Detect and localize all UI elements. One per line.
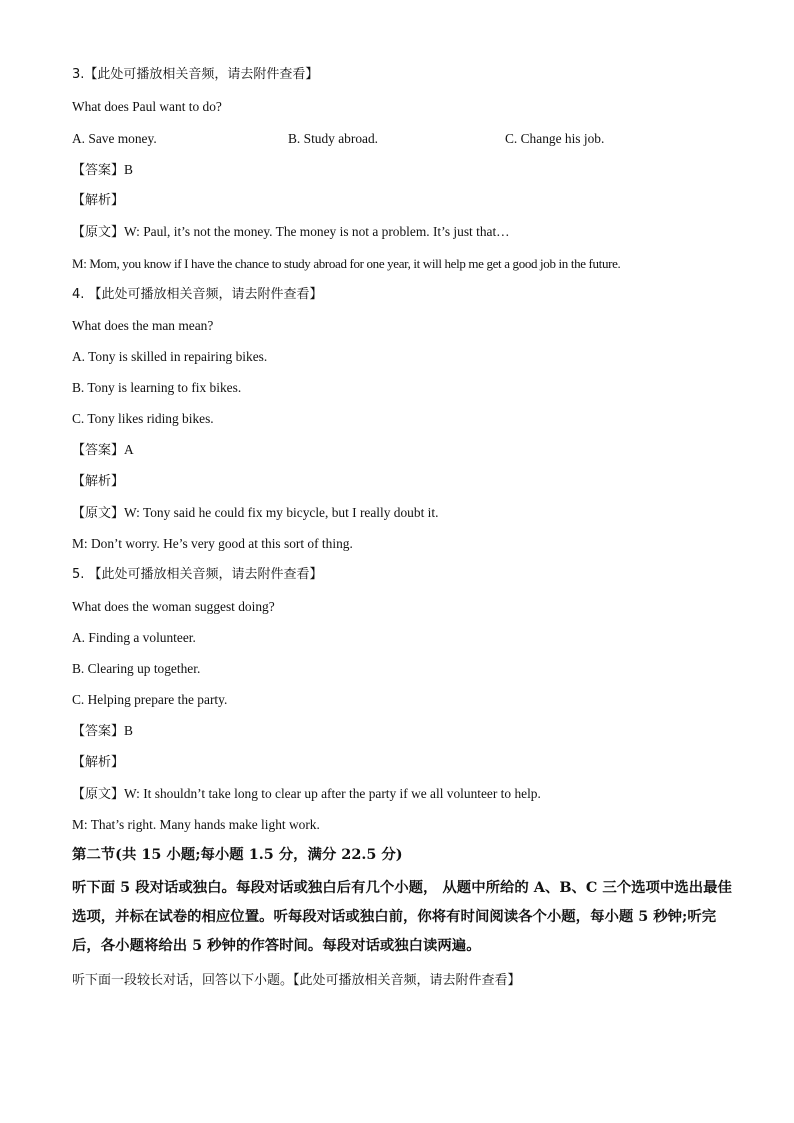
answer-tag: 【答案】: [72, 443, 125, 458]
transcript-text: W: Paul, it’s not the money. The money is not a problem. It’s just that…: [124, 224, 510, 239]
answer-value: B: [124, 723, 133, 738]
q5-option-a: A. Finding a volunteer.: [72, 630, 196, 645]
q3-option-a: A. Save money.: [72, 131, 157, 146]
section2-intro: 听下面一段较长对话，回答以下小题。【此处可播放相关音频，请去附件查看】: [72, 973, 521, 988]
q4-transcript-line2: M: Don’t worry. He’s very good at this sort of thing.: [72, 536, 353, 551]
q4-option-b: B. Tony is learning to fix bikes.: [72, 380, 242, 395]
q3-option-c: C. Change his job.: [505, 131, 605, 146]
answer-value: B: [124, 162, 133, 177]
q3-question: What does Paul want to do?: [72, 99, 222, 114]
q3-option-b: B. Study abroad.: [288, 131, 379, 146]
q4-option-a: A. Tony is skilled in repairing bikes.: [72, 349, 268, 364]
q5-option-b: B. Clearing up together.: [72, 661, 201, 676]
answer-value: A: [124, 442, 134, 457]
section2-title: 第二节(共 15 小题;每小题 1.5 分，满分 22.5 分): [72, 846, 403, 863]
q3-answer: [72, 161, 133, 180]
q5-question: What does the woman suggest doing?: [72, 599, 275, 614]
q4-answer: [72, 441, 134, 460]
section2-instructions: 听下面 5 段对话或独白。每段对话或独白后有几个小题， 从题中所给的 A、B、C 三个选项中选出最佳选项，并标在试卷的相应位置。听每段对话或独白前，你将有时间阅读各个小题，每小题 5 秒钟;听完后，各小题将给出 5 秒钟的作答时间。每段对话或独白读两遍。: [72, 879, 732, 954]
transcript-text: W: It shouldn’t take long to clear up after the party if we all volunteer to help.: [124, 786, 541, 801]
q5-answer: [72, 722, 133, 741]
q3-header: 3.【此处可播放相关音频，请去附件查看】: [72, 67, 319, 82]
q5-option-c: C. Helping prepare the party.: [72, 692, 228, 707]
q3-analysis-tag: 【解析】: [72, 193, 125, 208]
q3-transcript-line1: [72, 223, 510, 242]
transcript-tag: 【原文】: [72, 787, 125, 802]
transcript-tag: 【原文】: [72, 225, 125, 240]
q5-transcript-line1: [72, 785, 541, 804]
q4-question: What does the man mean?: [72, 318, 214, 333]
q4-header: 4. 【此处可播放相关音频，请去附件查看】: [72, 287, 323, 302]
transcript-text: W: Tony said he could fix my bicycle, but I really doubt it.: [124, 505, 439, 520]
answer-tag: 【答案】: [72, 724, 125, 739]
q5-transcript-line2: M: That’s right. Many hands make light work.: [72, 817, 320, 832]
q3-transcript-line2: M: Mom, you know if I have the chance to study abroad for one year, it will help me get a good job in the future.: [72, 256, 621, 271]
answer-tag: 【答案】: [72, 163, 125, 178]
transcript-tag: 【原文】: [72, 506, 125, 521]
q5-header: 5. 【此处可播放相关音频，请去附件查看】: [72, 567, 323, 582]
q5-analysis-tag: 【解析】: [72, 755, 125, 770]
q4-option-c: C. Tony likes riding bikes.: [72, 411, 214, 426]
q4-transcript-line1: [72, 504, 438, 523]
q4-analysis-tag: 【解析】: [72, 474, 125, 489]
